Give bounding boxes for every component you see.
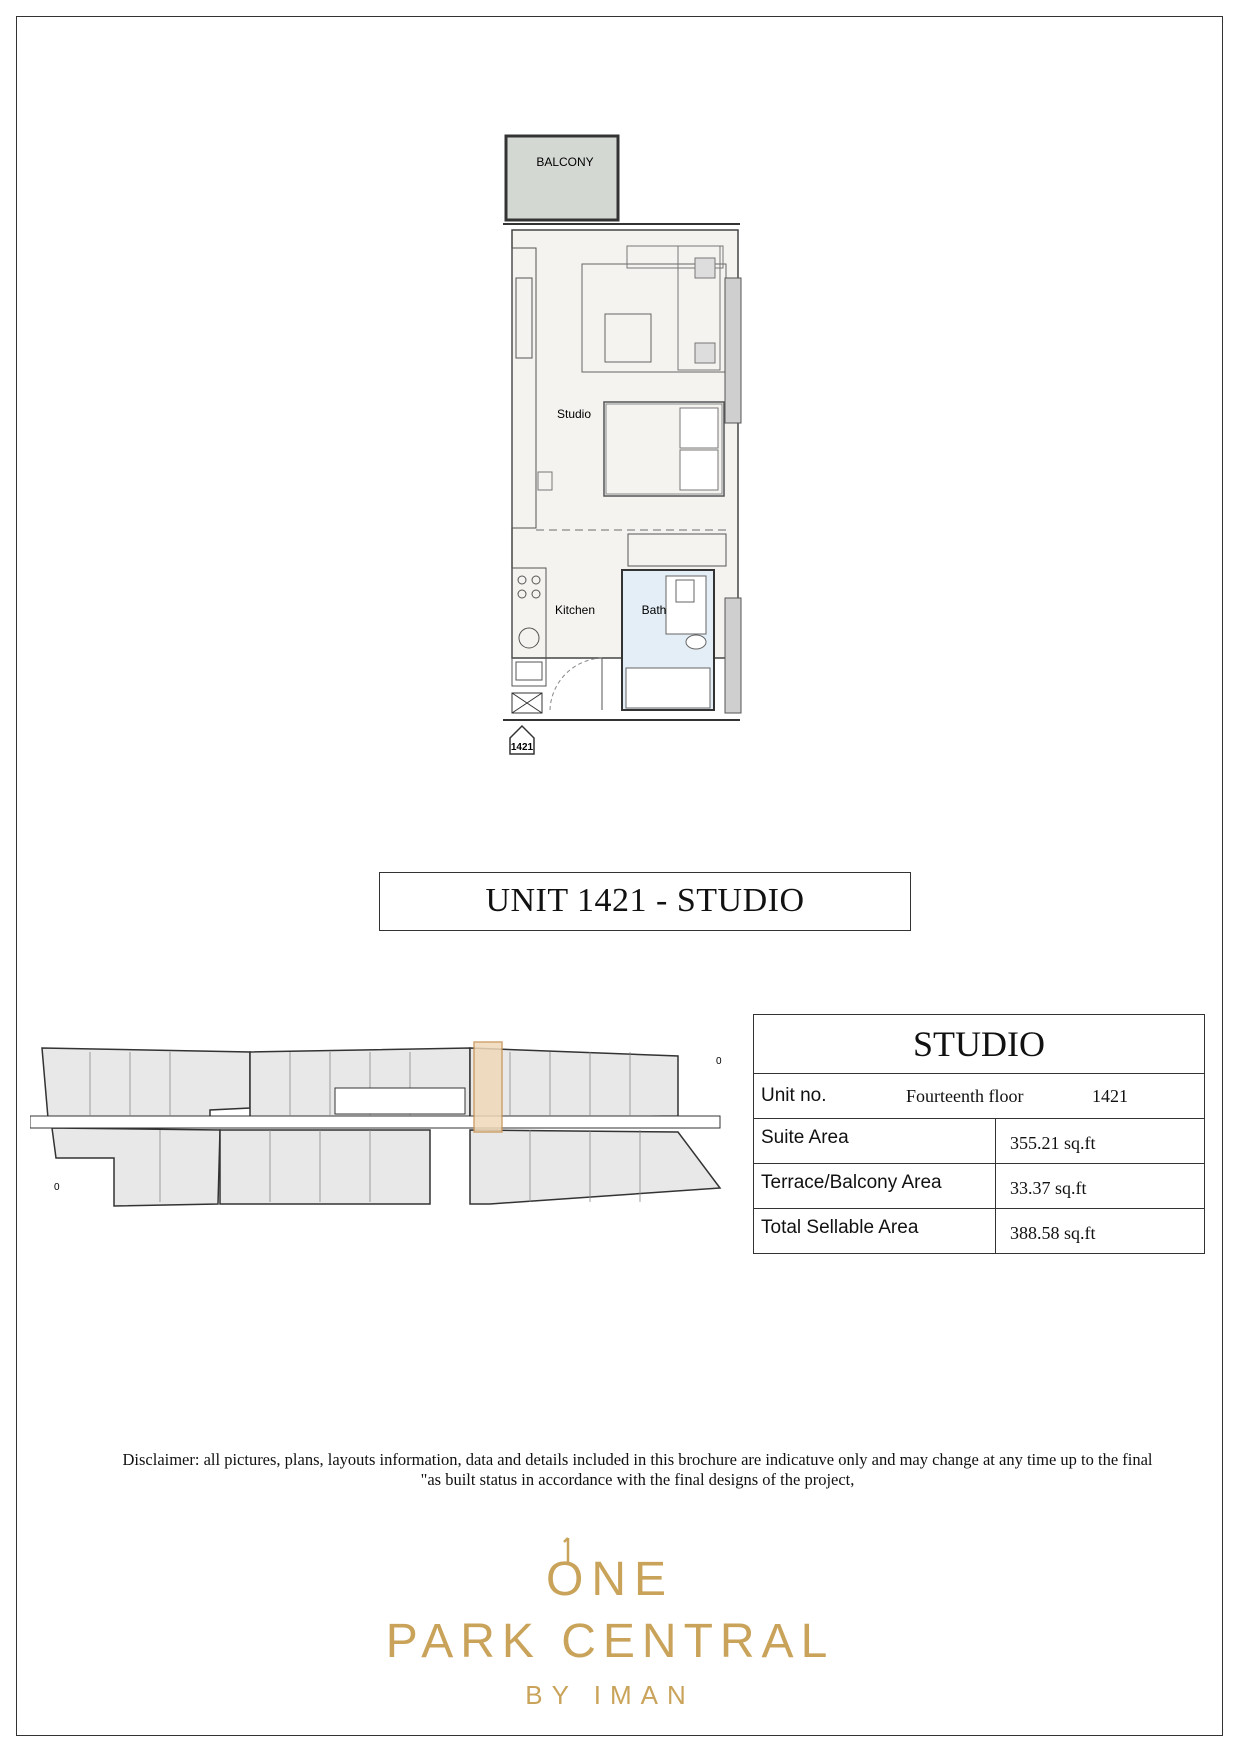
unit-title: UNIT 1421 - STUDIO xyxy=(379,872,911,931)
logo-line-1: ONE xyxy=(545,1553,674,1606)
unit-number: 1421 xyxy=(1092,1085,1128,1106)
row-label: Terrace/Balcony Area xyxy=(754,1164,996,1208)
balcony-area xyxy=(506,136,618,220)
north-marker-left: 0 xyxy=(54,1182,60,1193)
unit-label: Unit no. xyxy=(761,1085,827,1106)
table-row xyxy=(754,1209,1204,1253)
logo-line-3: BY IMAN xyxy=(525,1680,695,1710)
studio-label: Studio xyxy=(556,407,592,421)
balcony-label: BALCONY xyxy=(536,155,594,169)
bath-label: Bath xyxy=(641,603,667,617)
table-header: STUDIO xyxy=(754,1015,1204,1074)
unit-floor-plan xyxy=(490,128,750,768)
table-row xyxy=(754,1119,1204,1164)
highlighted-unit xyxy=(474,1042,502,1132)
logo-line-2: PARK CENTRAL xyxy=(385,1615,835,1668)
unit-tag: 1421 xyxy=(510,742,534,753)
table-row xyxy=(754,1164,1204,1209)
row-value: 388.58 sq.ft xyxy=(1010,1223,1096,1243)
unit-row xyxy=(754,1074,1204,1119)
disclaimer-line-2: "as built status in accordance with the final designs of the project, xyxy=(420,1470,855,1489)
row-value: 355.21 sq.ft xyxy=(1010,1133,1096,1153)
disclaimer xyxy=(60,1450,1215,1490)
key-plan xyxy=(30,1038,740,1218)
north-marker-right: 0 xyxy=(716,1056,722,1067)
row-label: Total Sellable Area xyxy=(754,1209,996,1253)
disclaimer-line-1: Disclaimer: all pictures, plans, layouts information, data and details included in this brochure are indicatuve only and may change at any time up to the final xyxy=(122,1450,1153,1469)
floor-value: Fourteenth floor xyxy=(906,1085,1024,1106)
row-label: Suite Area xyxy=(754,1119,996,1163)
area-table xyxy=(753,1014,1205,1254)
row-value: 33.37 sq.ft xyxy=(1010,1178,1087,1198)
kitchen-label: Kitchen xyxy=(554,603,596,617)
brand-logo xyxy=(360,1530,860,1710)
